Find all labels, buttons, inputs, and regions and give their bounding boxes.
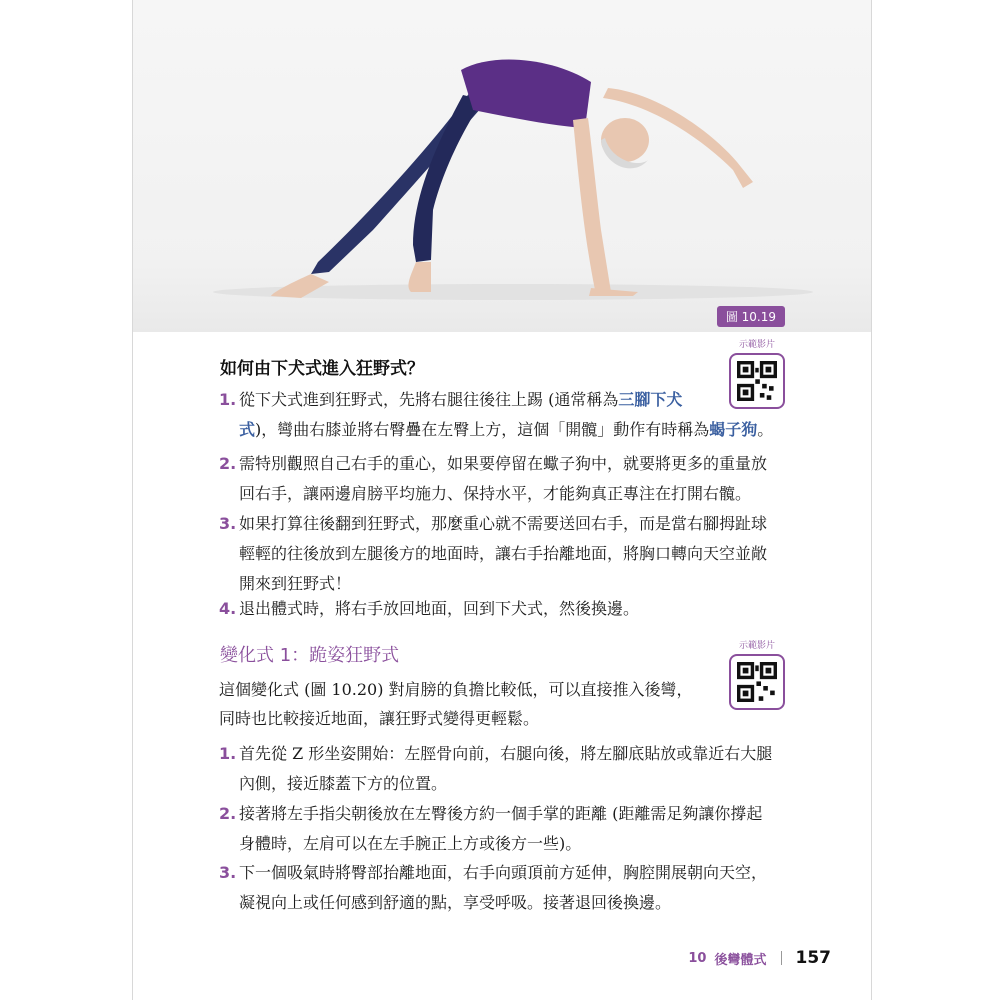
list-item xyxy=(219,385,789,445)
list-item xyxy=(219,799,789,859)
intro-paragraph xyxy=(219,675,719,733)
list-number: 3. xyxy=(219,514,237,533)
text-line: 身體時，左肩可以在左手腕正上方或後方一些)。 xyxy=(239,834,582,853)
qr-label: 示範影片 xyxy=(738,340,775,350)
chapter-number: 10 xyxy=(688,950,707,966)
section-heading: 如何由下犬式進入狂野式？ xyxy=(220,359,424,379)
list-number: 2. xyxy=(219,804,237,823)
wild-thing-pose-illustration xyxy=(133,0,871,332)
text-line: 開來到狂野式！ xyxy=(239,574,352,593)
pose-photo xyxy=(133,0,871,332)
book-page xyxy=(132,0,872,1000)
list-number: 4. xyxy=(219,599,237,618)
text: 從下犬式進到狂野式，先將右腿往後往上踢 (通常稱為 xyxy=(239,390,619,409)
text-line: 需特別觀照自己右手的重心，如果要停留在蠍子狗中，就要將更多的重量放 xyxy=(239,454,768,473)
text-line: 同時也比較接近地面，讓狂野式變得更輕鬆。 xyxy=(219,709,540,728)
list-item xyxy=(219,449,789,509)
list-item xyxy=(219,509,789,599)
text-line: 內側，接近膝蓋下方的位置。 xyxy=(239,774,448,793)
chapter-title: 後彎體式 xyxy=(714,952,767,968)
footer-divider xyxy=(781,951,782,965)
text-line: 接著將左手指尖朝後放在左臀後方約一個手掌的距離 (距離需足夠讓你撐起 xyxy=(239,804,763,823)
keyword: 三腳下犬 xyxy=(618,390,683,409)
qr-label: 示範影片 xyxy=(738,641,775,651)
text-line: 凝視向上或任何感到舒適的點，享受呼吸。接著退回後換邊。 xyxy=(239,893,672,912)
qr-code-demo-video-2[interactable] xyxy=(729,641,785,707)
text: )，彎曲右膝並將右臀疊在左臀上方，這個「開髖」動作有時稱為 xyxy=(255,420,710,439)
list-item xyxy=(219,739,789,799)
qr-code-icon xyxy=(729,654,785,710)
text-line: 首先從 Z 形坐姿開始：左脛骨向前，右腿向後，將左腳底貼放或靠近右大腿 xyxy=(239,744,773,763)
text-line: 下一個吸氣時將臀部抬離地面，右手向頭頂前方延伸，胸腔開展朝向天空， xyxy=(239,863,768,882)
text-line: 這個變化式 (圖 10.20) 對肩膀的負擔比較低，可以直接推入後彎， xyxy=(219,680,693,699)
list-number: 2. xyxy=(219,454,237,473)
text-line: 退出體式時，將右手放回地面，回到下犬式，然後換邊。 xyxy=(239,599,640,618)
list-number: 3. xyxy=(219,863,237,882)
text: 。 xyxy=(757,420,774,439)
figure-label: 圖 10.19 xyxy=(717,306,785,327)
list-number: 1. xyxy=(219,390,237,409)
list-number: 1. xyxy=(219,744,237,763)
keyword: 式 xyxy=(239,420,256,439)
text-line: 回右手，讓兩邊肩膀平均施力、保持水平，才能夠真正專注在打開右髖。 xyxy=(239,484,752,503)
variation-heading: 變化式 1：跪姿狂野式 xyxy=(220,645,400,666)
text-line: 輕輕的往後放到左腿後方的地面時，讓右手抬離地面，將胸口轉向天空並敞 xyxy=(239,544,768,563)
page-footer xyxy=(688,948,831,968)
list-item xyxy=(219,594,789,624)
page-number: 157 xyxy=(795,948,831,968)
keyword: 蝎子狗 xyxy=(709,420,758,439)
text-line: 如果打算往後翻到狂野式，那麼重心就不需要送回右手，而是當右腳拇趾球 xyxy=(239,514,768,533)
list-item xyxy=(219,858,789,918)
